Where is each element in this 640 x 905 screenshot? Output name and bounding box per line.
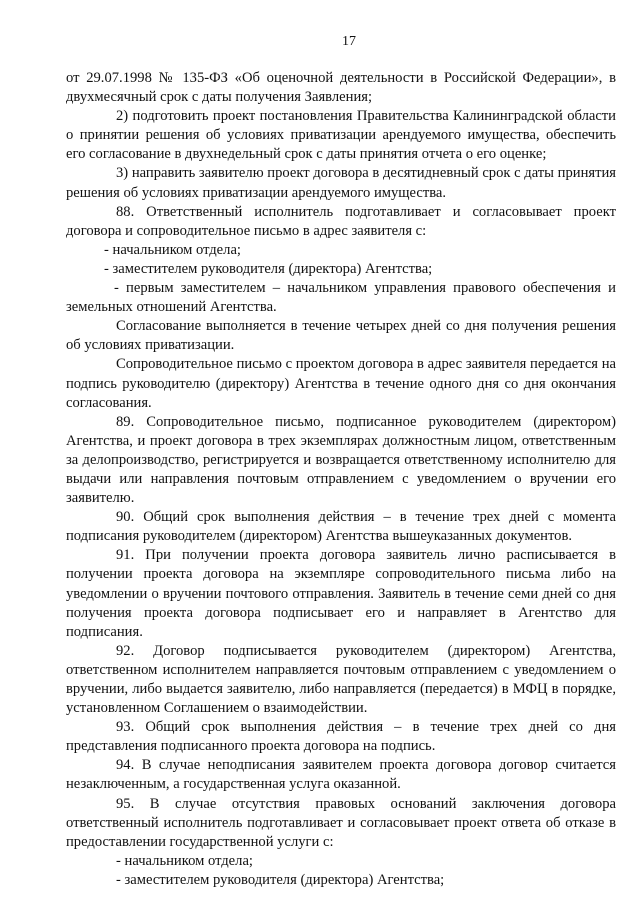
paragraph-90: 90. Общий срок выполнения действия – в течение трех дней с момента подписания руководителем (директором) Агентства вышеуказанных документов. [66,509,616,545]
paragraph-item-2: 2) подготовить проект постановления Правительства Калининградской области о принятии решения об условиях приватизации арендуемого имущества, обеспечить его согласование в двухнедельный срок с даты принятия отчета о его оценке; [66,108,616,163]
list-item-head-of-department-2: - начальником отдела; [116,852,253,869]
list-item-deputy-head-2: - заместителем руководителя (директора) Агентства; [116,871,445,888]
paragraph-88: 88. Ответственный исполнитель подготавливает и согласовывает проект договора и сопроводительное письмо в адрес заявителя с: [66,203,616,239]
paragraph-continuation: от 29.07.1998 № 135-ФЗ «Об оценочной деятельности в Российской Федерации», в двухмесячный срок с даты получения Заявления; [66,70,616,106]
paragraph-95: 95. В случае отсутствия правовых оснований заключения договора ответственный исполнитель подготавливает и согласовывает проект ответа об отказе в предоставлении государственной услуги с: [66,795,616,850]
paragraph-cover-letter: Сопроводительное письмо с проектом договора в адрес заявителя передается на подпись руководителю (директору) Агентства в течение одного дня со дня окончания согласования. [66,356,616,411]
paragraph-approval-term: Согласование выполняется в течение четырех дней со дня получения решения об условиях приватизации. [66,318,616,354]
list-item-head-of-department: - начальником отдела; [104,241,241,258]
paragraph-93: 93. Общий срок выполнения действия – в течение трех дней со дня представления подписанного проекта договора на подпись. [66,719,616,755]
paragraph-92: 92. Договор подписывается руководителем (директором) Агентства, ответственном исполнителем направляется почтовым отправлением с уведомлением о вручении, либо выдается заявителю, либо направляется (передается) в МФЦ в порядке, установленном Соглашением о взаимодействии. [66,642,616,717]
paragraph-94: 94. В случае неподписания заявителем проекта договора договор считается незаключенным, а государственная услуга оказанной. [66,757,616,793]
page-number: 17 [342,34,356,49]
list-item-first-deputy: - первым заместителем – начальником управления правового обеспечения и земельных отношений Агентства. [66,280,616,316]
paragraph-item-3: 3) направить заявителю проект договора в десятидневный срок с даты принятия решения об условиях приватизации арендуемого имущества. [66,165,616,201]
paragraph-89: 89. Сопроводительное письмо, подписанное руководителем (директором) Агентства, и проект договора в трех экземплярах должностным лицом, ответственным за делопроизводство, регистрируется и возвращается ответственному исполнителю для выдачи или направления почтовым отправлением с уведомлением о вручении его заявителю. [66,413,616,507]
paragraph-91: 91. При получении проекта договора заявитель лично расписывается в получении проекта договора на экземпляре сопроводительного письма либо на уведомлении о вручении почтового отправления. Заявитель в течение семи дней со дня получения проекта договора подписывает его и направляет в Агентство для подписания. [66,547,616,640]
list-item-deputy-head: - заместителем руководителя (директора) Агентства; [104,260,433,277]
